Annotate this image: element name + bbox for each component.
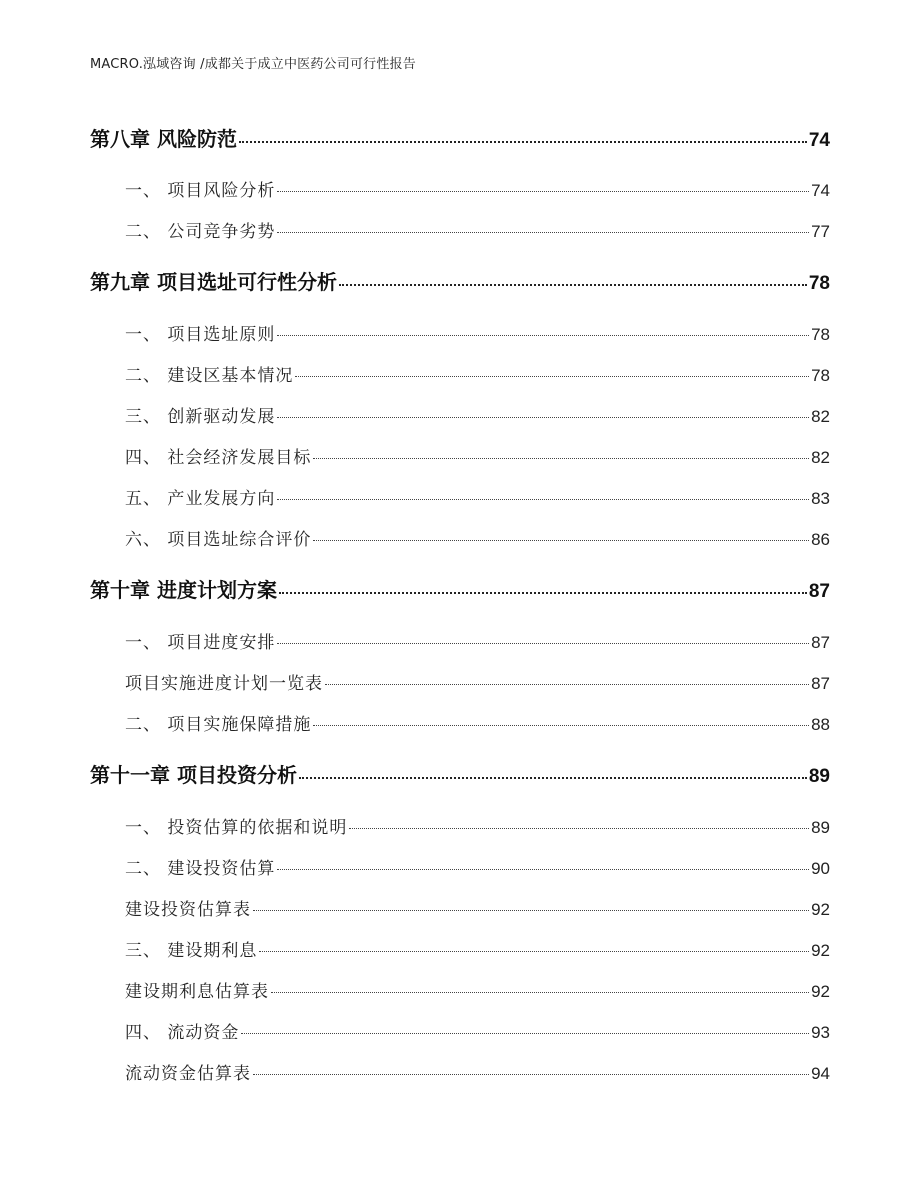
toc-entry-label: 流动资金估算表: [125, 1064, 251, 1084]
toc-entry-label: 第八章 风险防范: [90, 127, 237, 151]
toc-chapter-8[interactable]: [90, 123, 830, 152]
toc-entry-label: 四、 流动资金: [125, 1023, 240, 1043]
toc-entry-label: 六、 项目选址综合评价: [125, 530, 312, 550]
toc-page-number: 90: [811, 859, 830, 878]
toc-section[interactable]: [125, 1059, 830, 1084]
dot-leader: [277, 499, 809, 500]
toc-section[interactable]: [125, 936, 830, 961]
toc-page-number: 82: [811, 448, 830, 467]
toc-page-number: 87: [808, 581, 830, 602]
toc-entry-label: 建设投资估算表: [125, 900, 251, 920]
dot-leader: [277, 232, 809, 233]
toc-section[interactable]: [125, 320, 830, 345]
toc-section[interactable]: [125, 217, 830, 242]
toc-page-number: 92: [811, 982, 830, 1001]
toc-entry-label: 第九章 项目选址可行性分析: [90, 270, 337, 294]
toc-entry-label: 三、 建设期利息: [125, 941, 258, 961]
toc-chapter-11[interactable]: [90, 759, 830, 788]
toc-entry-label: 一、 投资估算的依据和说明: [125, 818, 348, 838]
toc-entry-label: 第十一章 项目投资分析: [90, 763, 297, 787]
dot-leader: [277, 417, 809, 418]
toc-page-number: 83: [811, 489, 830, 508]
toc-entry-label: 二、 公司竞争劣势: [125, 222, 276, 242]
toc-chapter-10[interactable]: [90, 574, 830, 603]
toc-entry-label: 一、 项目进度安排: [125, 633, 276, 653]
toc-entry-label: 建设期利息估算表: [125, 982, 269, 1002]
toc-entry-label: 一、 项目风险分析: [125, 181, 276, 201]
dot-leader: [349, 828, 809, 829]
dot-leader: [271, 992, 809, 993]
toc-page-number: 78: [811, 366, 830, 385]
toc-section[interactable]: [125, 669, 830, 694]
dot-leader: [299, 777, 807, 779]
toc-section[interactable]: [125, 443, 830, 468]
dot-leader: [277, 643, 809, 644]
toc-page-number: 89: [808, 766, 830, 787]
dot-leader: [313, 458, 809, 459]
toc-entry-label: 一、 项目选址原则: [125, 325, 276, 345]
toc-page-number: 92: [811, 900, 830, 919]
dot-leader: [279, 592, 807, 594]
toc-section[interactable]: [125, 402, 830, 427]
dot-leader: [277, 869, 809, 870]
toc-entry-label: 三、 创新驱动发展: [125, 407, 276, 427]
toc-entry-label: 二、 项目实施保障措施: [125, 715, 312, 735]
dot-leader: [325, 684, 809, 685]
toc-page-number: 77: [811, 222, 830, 241]
dot-leader: [277, 191, 809, 192]
dot-leader: [313, 540, 809, 541]
toc-section[interactable]: [125, 977, 830, 1002]
toc-page-number: 78: [811, 325, 830, 344]
dot-leader: [295, 376, 809, 377]
toc-page-number: 89: [811, 818, 830, 837]
toc-entry-label: 二、 建设投资估算: [125, 859, 276, 879]
dot-leader: [339, 284, 807, 286]
dot-leader: [241, 1033, 809, 1034]
dot-leader: [259, 951, 809, 952]
toc-page-number: 87: [811, 633, 830, 652]
dot-leader: [277, 335, 809, 336]
toc-chapter-9[interactable]: [90, 266, 830, 295]
toc-section[interactable]: [125, 854, 830, 879]
toc-page-number: 88: [811, 715, 830, 734]
toc-page-number: 93: [811, 1023, 830, 1042]
dot-leader: [313, 725, 809, 726]
toc-page-number: 74: [808, 130, 830, 151]
toc-section[interactable]: [125, 525, 830, 550]
toc-section[interactable]: [125, 361, 830, 386]
toc-section[interactable]: [125, 484, 830, 509]
toc-entry-label: 四、 社会经济发展目标: [125, 448, 312, 468]
toc-entry-label: 二、 建设区基本情况: [125, 366, 294, 386]
toc-entry-label: 项目实施进度计划一览表: [125, 674, 323, 694]
toc-page-number: 87: [811, 674, 830, 693]
dot-leader: [253, 1074, 809, 1075]
toc-section[interactable]: [125, 628, 830, 653]
toc-entry-label: 五、 产业发展方向: [125, 489, 276, 509]
toc-page-number: 82: [811, 407, 830, 426]
toc-section[interactable]: [125, 813, 830, 838]
page-header: MACRO.泓域咨询 /成都关于成立中医药公司可行性报告: [90, 57, 416, 72]
dot-leader: [253, 910, 809, 911]
dot-leader: [239, 141, 807, 143]
toc-page-number: 92: [811, 941, 830, 960]
toc-page-number: 94: [811, 1064, 830, 1083]
toc-page-number: 78: [808, 273, 830, 294]
toc-page-number: 74: [811, 181, 830, 200]
toc-page-number: 86: [811, 530, 830, 549]
toc-entry-label: 第十章 进度计划方案: [90, 578, 277, 602]
toc-section[interactable]: [125, 1018, 830, 1043]
toc-section[interactable]: [125, 895, 830, 920]
toc-section[interactable]: [125, 176, 830, 201]
toc-section[interactable]: [125, 710, 830, 735]
